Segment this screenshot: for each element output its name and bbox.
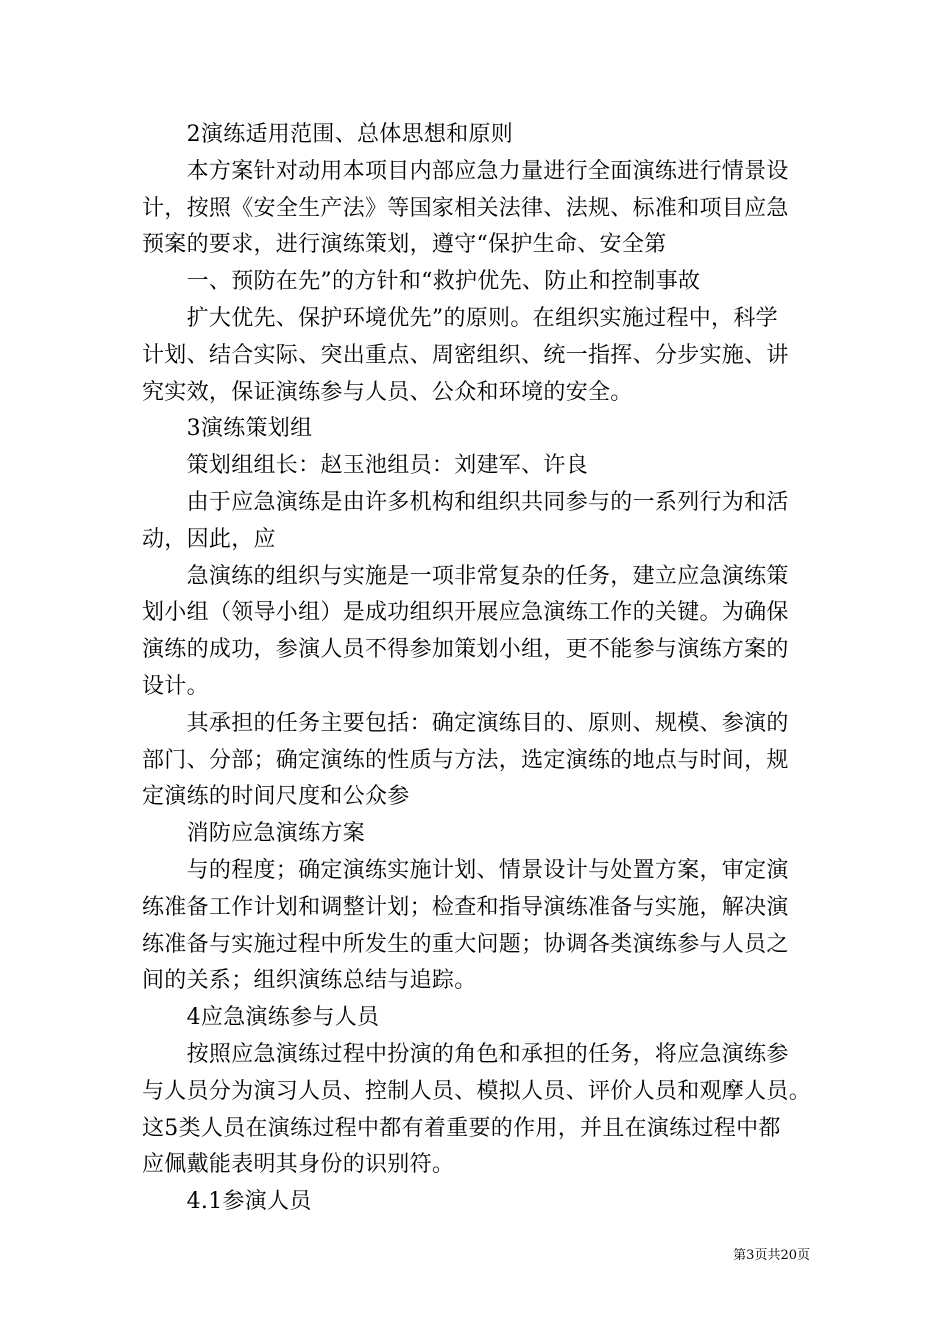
text-line: 练准备与实施过程中所发生的重大问题；协调各类演练参与人员之 <box>142 931 789 957</box>
text-line: 部门、分部；确定演练的性质与方法，选定演练的地点与时间，规 <box>142 747 789 773</box>
text-line: 动，因此，应 <box>142 526 276 552</box>
page-number: 第3页共20页 <box>733 1248 810 1263</box>
text-line: 设计。 <box>142 673 209 699</box>
document-body <box>142 117 810 1221</box>
text-line: 应佩戴能表明其身份的识别符。 <box>142 1152 455 1178</box>
text-line: 这5类人员在演练过程中都有着重要的作用，并且在演练过程中都 <box>142 1115 781 1141</box>
text-line: 定演练的时间尺度和公众参 <box>142 784 410 810</box>
text-line: 究实效，保证演练参与人员、公众和环境的安全。 <box>142 379 633 405</box>
text-line: 间的关系；组织演练总结与追踪。 <box>142 968 477 994</box>
section-heading-3: 3演练策划组 <box>142 416 313 442</box>
section-heading-4-1: 4.1参演人员 <box>142 1189 312 1215</box>
text-line: 本方案针对动用本项目内部应急力量进行全面演练进行情景设 <box>142 158 789 184</box>
text-line: 扩大优先、保护环境优先”的原则。在组织实施过程中，科学 <box>142 305 778 331</box>
text-line: 划小组（领导小组）是成功组织开展应急演练工作的关键。为确保 <box>142 600 789 626</box>
section-heading-4: 4应急演练参与人员 <box>142 1005 380 1031</box>
text-line: 消防应急演练方案 <box>142 821 366 847</box>
text-line: 策划组组长：赵玉池组员：刘建军、许良 <box>142 453 589 479</box>
text-line: 与的程度；确定演练实施计划、情景设计与处置方案，审定演 <box>142 857 789 883</box>
text-line: 练准备工作计划和调整计划；检查和指导演练准备与实施，解决演 <box>142 894 789 920</box>
text-line: 计，按照《安全生产法》等国家相关法律、法规、标准和项目应急 <box>142 195 789 221</box>
section-heading-2: 2演练适用范围、总体思想和原则 <box>142 122 514 147</box>
text-line: 演练的成功，参演人员不得参加策划小组，更不能参与演练方案的 <box>142 637 789 663</box>
text-line: 与人员分为演习人员、控制人员、模拟人员、评价人员和观摩人员。 <box>142 1078 812 1104</box>
text-line: 其承担的任务主要包括：确定演练目的、原则、规模、参演的 <box>142 710 789 736</box>
text-line: 预案的要求，进行演练策划，遵守“保护生命、安全第 <box>142 232 667 258</box>
text-line: 按照应急演练过程中扮演的角色和承担的任务，将应急演练参 <box>142 1041 789 1067</box>
text-line: 一、预防在先”的方针和“救护优先、防止和控制事故 <box>142 269 701 295</box>
text-line: 由于应急演练是由许多机构和组织共同参与的一系列行为和活 <box>142 489 789 515</box>
text-line: 计划、结合实际、突出重点、周密组织、统一指挥、分步实施、讲 <box>142 342 789 368</box>
text-line: 急演练的组织与实施是一项非常复杂的任务，建立应急演练策 <box>142 563 789 589</box>
